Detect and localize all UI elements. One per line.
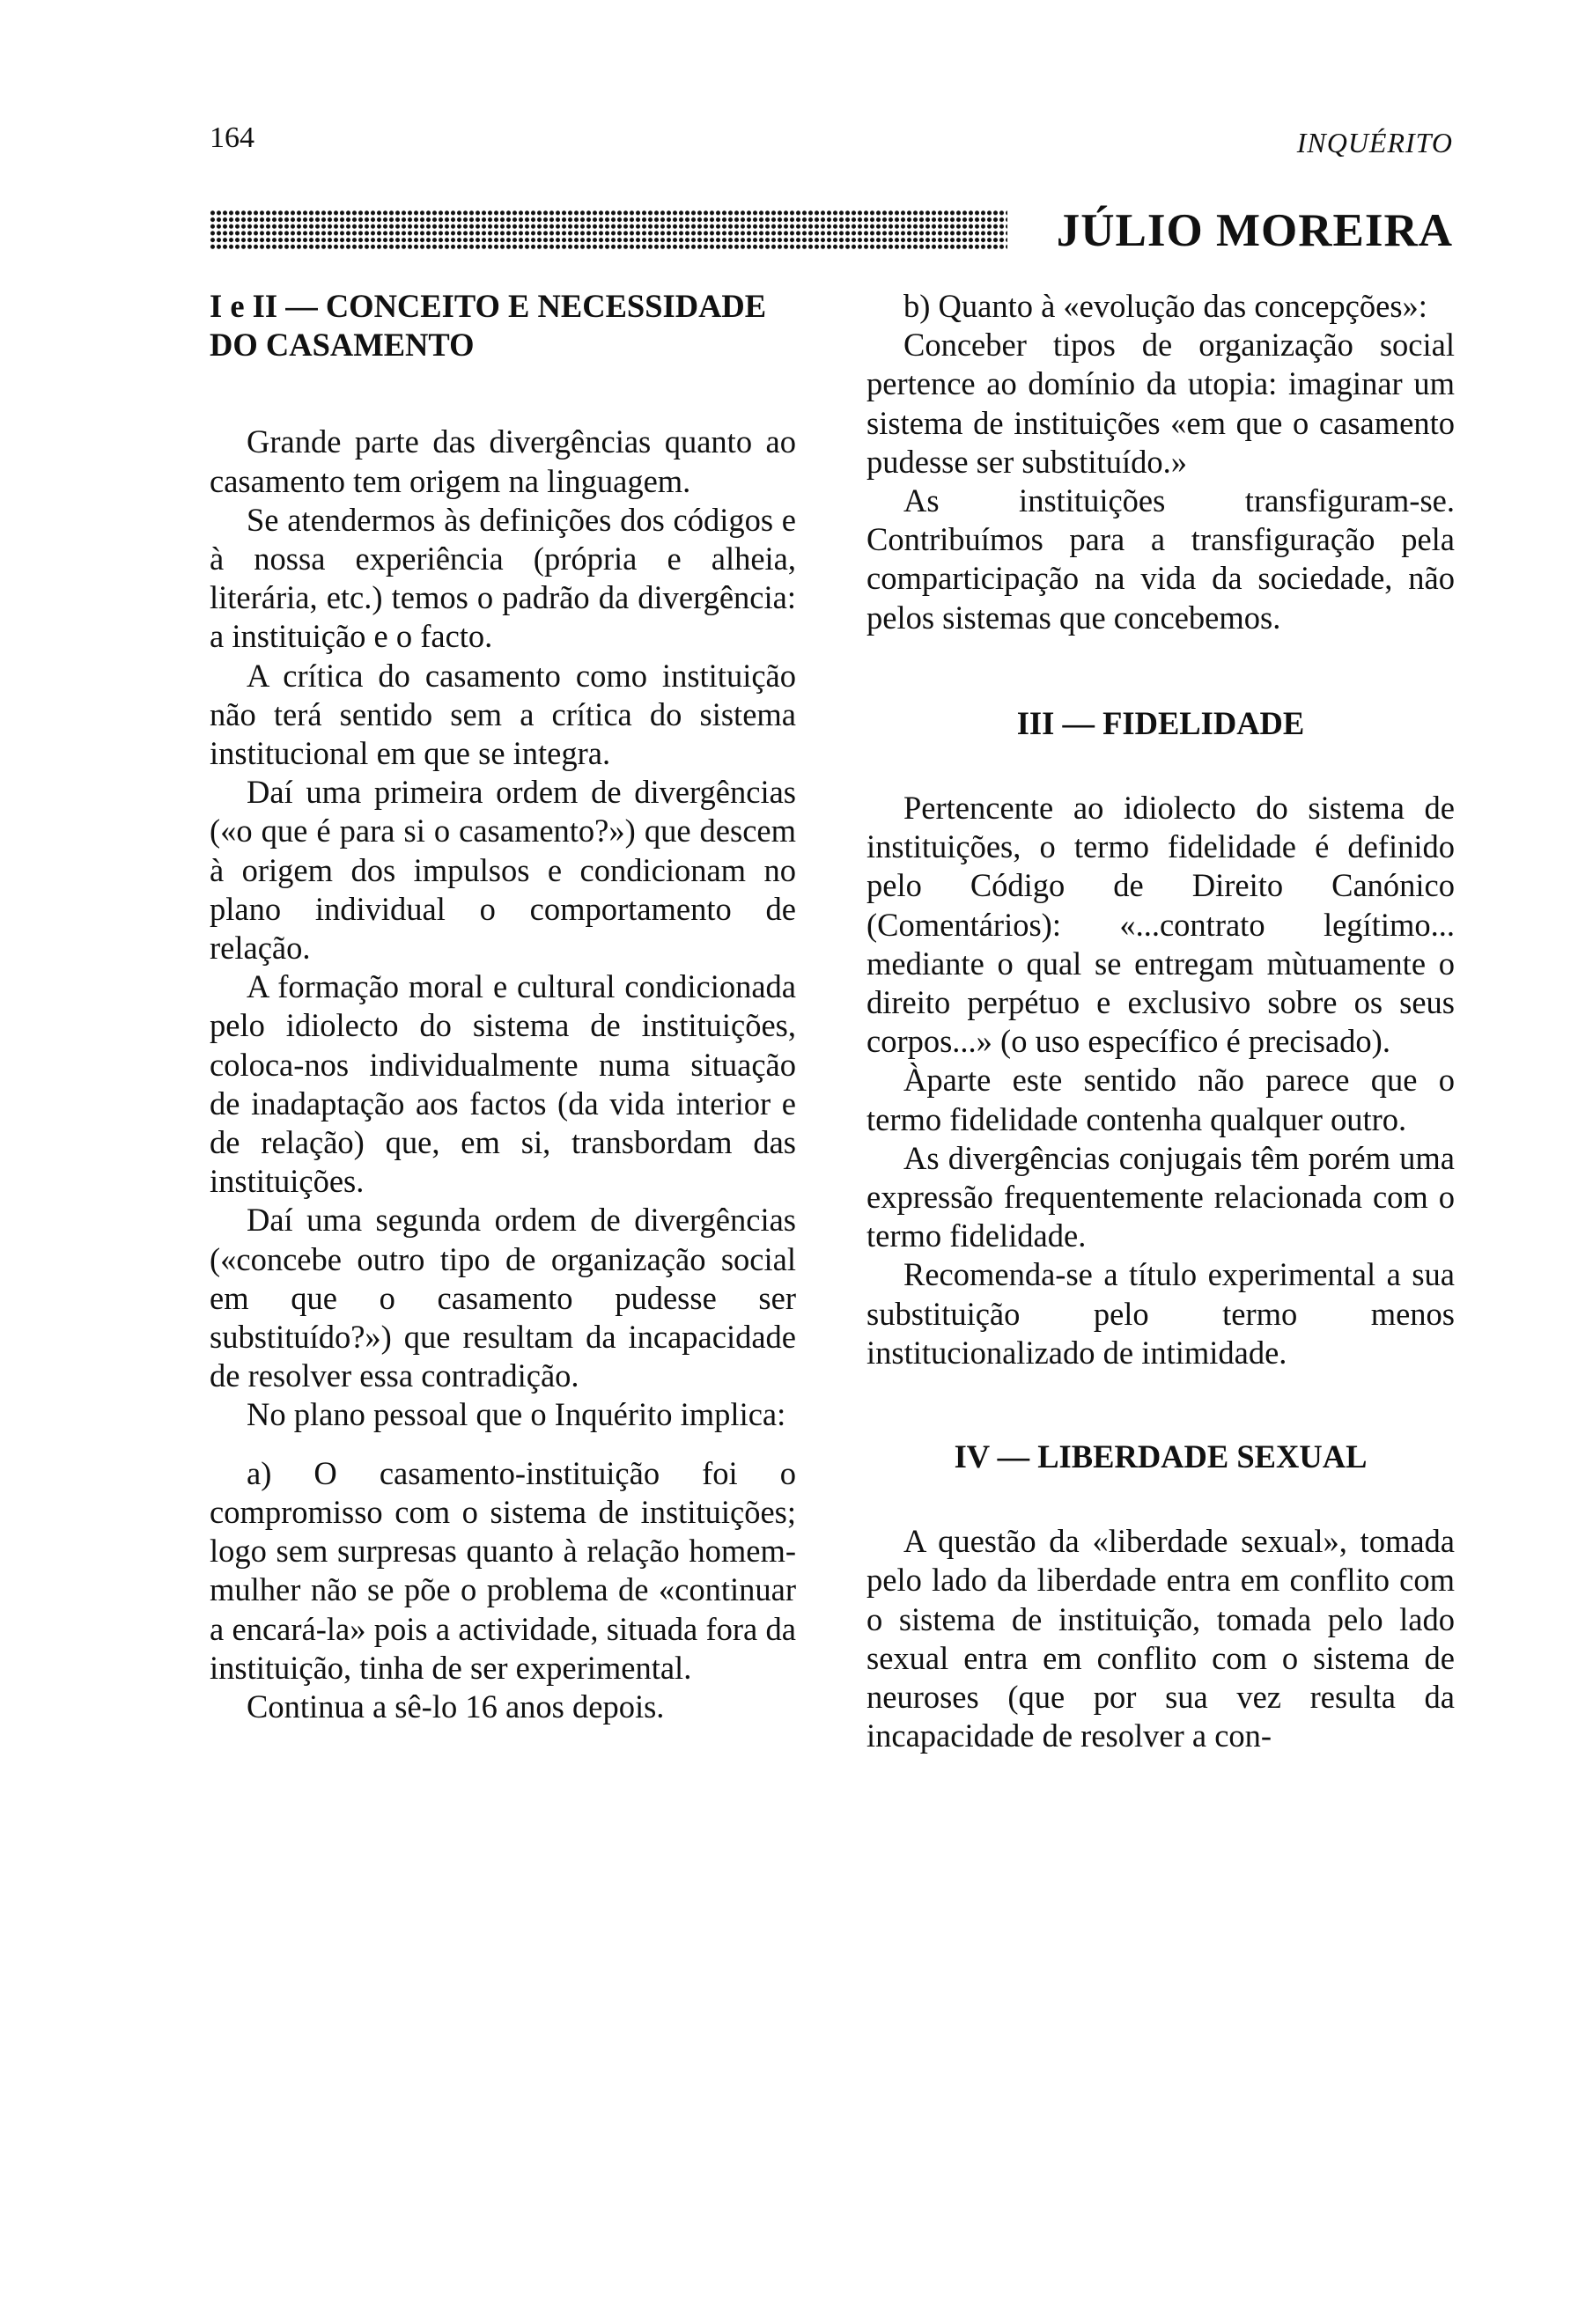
section-heading-4: IV — LIBERDADE SEXUAL xyxy=(954,1438,1368,1475)
paragraph: Recomenda-se a título experimental a sua substituição pelo termo menos institucionalizado de intimidade. xyxy=(866,1256,1455,1371)
left-column xyxy=(210,287,796,1726)
paragraph: No plano pessoal que o Inquérito implica: xyxy=(247,1396,786,1433)
paragraph: A questão da «liberdade sexual», tomada pelo lado da liberdade entra em conflito com o sistema de instituição, tomada pelo lado sexual entra em conflito com o sistema de neuroses (que por sua vez resulta da incapacidade de resolver a con- xyxy=(866,1523,1455,1754)
page-number: 164 xyxy=(210,121,254,154)
paragraph: Continua a sê-lo 16 anos depois. xyxy=(247,1688,665,1725)
paragraph: Àparte este sentido não parece que o termo fidelidade contenha qualquer outro. xyxy=(866,1062,1455,1137)
paragraph: Se atendermos às definições dos códigos e à nossa experiência (própria e alheia, literária, etc.) temos o padrão da divergência: a instituição e o facto. xyxy=(210,501,796,655)
list-item-a: a) O casamento-instituição foi o compromisso com o sistema de instituições; logo sem surpresas quanto à relação homem-mulher não se põe o problema de «continuar a encará-la» pois a actividade, situada fora da instituição, tinha de ser experimental. xyxy=(210,1454,796,1686)
paragraph: Daí uma primeira ordem de divergências («o que é para si o casamento?») que descem à origem dos impulsos e condicionam no plano individual o comportamento de relação. xyxy=(210,774,796,967)
paragraph: Pertencente ao idiolecto do sistema de instituições, o termo fidelidade é definido pelo Código de Direito Canónico (Comentários): «...contrato legítimo... mediante o qual se entregam mùtuamente o direito perpétuo e exclusivo sobre os seus corpos...» (o uso específico é precisado). xyxy=(866,790,1455,1060)
section-heading-1: I e II — CONCEITO E NECESSIDADE DO CASAMENTO xyxy=(210,288,767,364)
paragraph: A formação moral e cultural condicionada pelo idiolecto do sistema de instituições, coloca-nos individualmente numa situação de inadaptação aos factos (da vida interior e de relação) que, em si, transbordam das instituições. xyxy=(210,968,796,1200)
section-heading-3: III — FIDELIDADE xyxy=(1016,704,1305,741)
right-column xyxy=(866,287,1455,1756)
paragraph: A crítica do casamento como instituição não terá sentido sem a crítica do sistema institucional em que se integra. xyxy=(210,657,796,772)
paragraph: As instituições transfiguram-se. Contribuímos para a transfiguração pela comparticipação na vida da sociedade, não pelos sistemas que concebemos. xyxy=(866,482,1455,636)
paragraph: Daí uma segunda ordem de divergências («concebe outro tipo de organização social em que o casamento pudesse ser substituído?») que resultam da incapacidade de resolver essa contradição. xyxy=(210,1202,796,1394)
paragraph: As divergências conjugais têm porém uma expressão frequentemente relacionada com o termo fidelidade. xyxy=(866,1139,1455,1254)
author-name: JÚLIO MOREIRA xyxy=(1056,205,1453,256)
running-head: INQUÉRITO xyxy=(1296,127,1453,158)
paragraph: Grande parte das divergências quanto ao casamento tem origem na linguagem. xyxy=(210,423,796,499)
paragraph: Conceber tipos de organização social pertence ao domínio da utopia: imaginar um sistema de instituições «em que o casamento pudesse ser substituído.» xyxy=(866,327,1455,480)
list-item-b: b) Quanto à «evolução das concepções»: xyxy=(903,288,1427,324)
dotted-rule xyxy=(210,210,1007,250)
